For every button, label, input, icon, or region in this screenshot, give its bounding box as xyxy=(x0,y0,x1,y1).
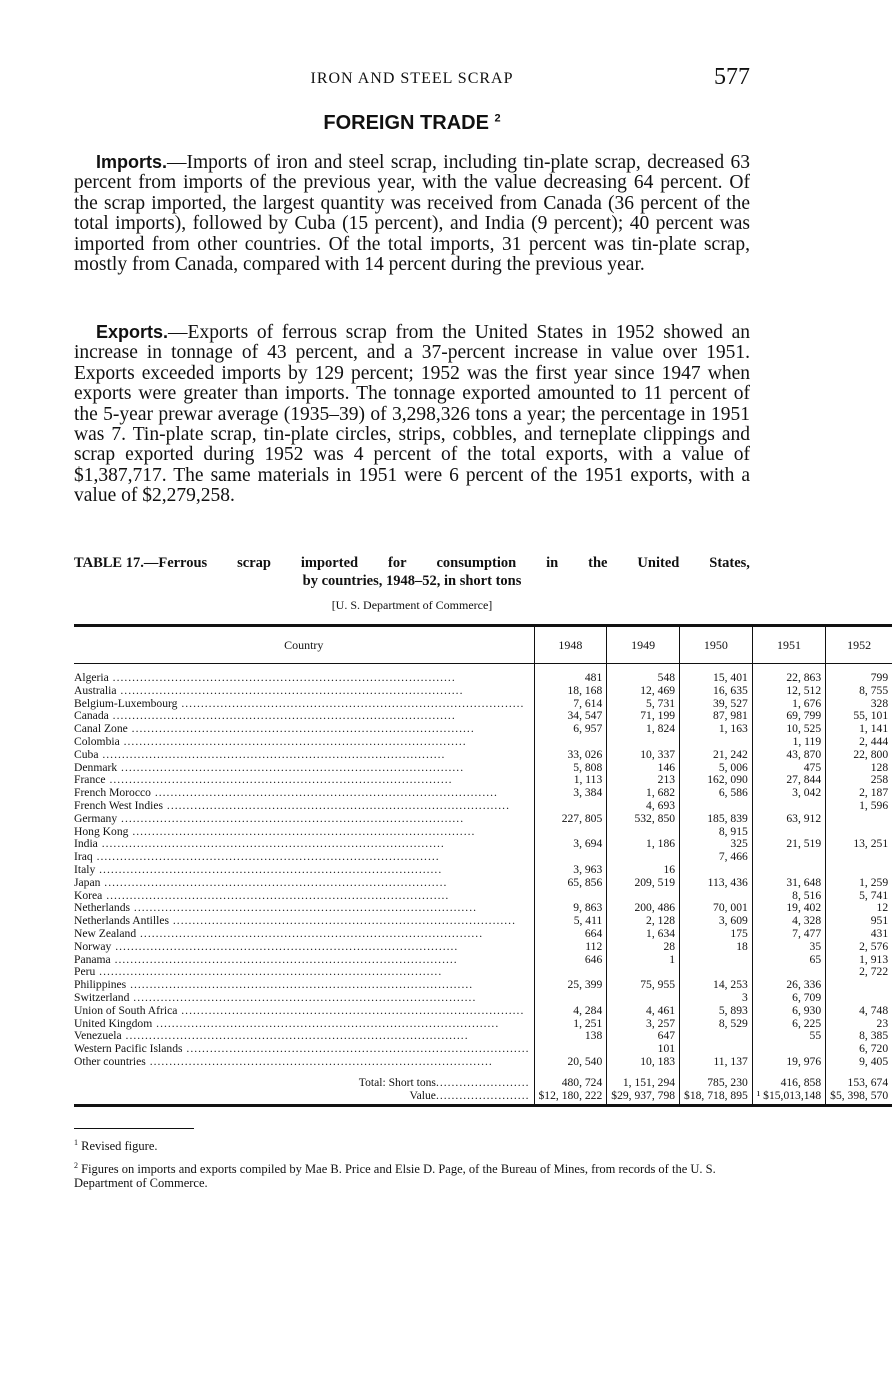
total-value-cell: 785, 230 xyxy=(680,1077,753,1090)
total-value-cell: ¹ $15,013,148 xyxy=(752,1090,825,1106)
value-cell: 10, 525 xyxy=(752,723,825,736)
value-cell: 2, 128 xyxy=(607,915,680,928)
caption-word: United xyxy=(637,555,680,571)
country-cell: Korea ..... xyxy=(74,890,534,903)
column-header: 1948 xyxy=(534,626,607,664)
value-cell: 87, 981 xyxy=(680,710,753,723)
value-cell: 6, 709 xyxy=(752,992,825,1005)
column-header: 1950 xyxy=(680,626,753,664)
total-label: Total: Short tons xyxy=(358,1075,436,1089)
value-cell: 1, 676 xyxy=(752,698,825,711)
total-value-cell: $5, 398, 570 xyxy=(826,1090,892,1106)
exports-lead: Exports. xyxy=(96,322,169,342)
value-cell: 43, 870 xyxy=(752,749,825,762)
table-row xyxy=(74,1056,892,1069)
value-cell: 33, 026 xyxy=(534,749,607,762)
total-value-cell: 1, 151, 294 xyxy=(607,1077,680,1090)
table-row xyxy=(74,979,892,992)
footnote-2-text: Figures on imports and exports compiled by Mae B. Price and Elsie D. Page, of the Bureau of Mines, from records of the U. S. Department of Commerce. xyxy=(74,1162,716,1191)
value-cell: 951 xyxy=(826,915,892,928)
total-value-cell: $29, 937, 798 xyxy=(607,1090,680,1106)
value-cell: 13, 251 xyxy=(826,838,892,851)
value-cell xyxy=(826,992,892,1005)
value-cell: 328 xyxy=(826,698,892,711)
value-cell: 185, 839 xyxy=(680,813,753,826)
table-source: [U. S. Department of Commerce] xyxy=(331,598,493,612)
table-row xyxy=(74,1005,892,1018)
value-cell: 1, 596 xyxy=(826,800,892,813)
running-title: IRON AND STEEL SCRAP xyxy=(310,70,514,87)
value-cell xyxy=(607,992,680,1005)
value-cell: 63, 912 xyxy=(752,813,825,826)
country-cell: Iraq ..... xyxy=(74,851,534,864)
value-cell: 6, 720 xyxy=(826,1043,892,1056)
value-cell xyxy=(752,800,825,813)
value-cell: 26, 336 xyxy=(752,979,825,992)
value-cell: 65 xyxy=(752,954,825,967)
value-cell: 146 xyxy=(607,762,680,775)
value-cell: 1, 634 xyxy=(607,928,680,941)
table-row xyxy=(74,685,892,698)
table-row xyxy=(74,736,892,749)
value-cell: 12, 512 xyxy=(752,685,825,698)
value-cell: 15, 401 xyxy=(680,672,753,685)
value-cell: 646 xyxy=(534,954,607,967)
table-row xyxy=(74,749,892,762)
value-cell xyxy=(607,736,680,749)
value-cell: 8, 915 xyxy=(680,826,753,839)
table-header-row xyxy=(74,626,892,664)
value-cell: 9, 405 xyxy=(826,1056,892,1069)
value-cell: 4, 328 xyxy=(752,915,825,928)
value-cell: 18 xyxy=(680,941,753,954)
column-header: 1952 xyxy=(826,626,892,664)
value-cell: 6, 930 xyxy=(752,1005,825,1018)
value-cell: 16 xyxy=(607,864,680,877)
value-cell: 664 xyxy=(534,928,607,941)
country-cell: New Zealand ..... xyxy=(74,928,534,941)
country-cell: Venezuela ..... xyxy=(74,1030,534,1043)
value-cell: 69, 799 xyxy=(752,710,825,723)
value-cell xyxy=(752,864,825,877)
value-cell: 55, 101 xyxy=(826,710,892,723)
value-cell: 5, 006 xyxy=(680,762,753,775)
value-cell: 55 xyxy=(752,1030,825,1043)
value-cell xyxy=(826,813,892,826)
value-cell: 213 xyxy=(607,774,680,787)
country-cell: Algeria ..... xyxy=(74,672,534,685)
value-cell xyxy=(680,1030,753,1043)
running-head xyxy=(74,64,750,92)
value-cell: 1, 824 xyxy=(607,723,680,736)
value-cell: 3, 257 xyxy=(607,1018,680,1031)
country-cell: Peru ..... xyxy=(74,966,534,979)
value-cell: 23 xyxy=(826,1018,892,1031)
value-cell: 71, 199 xyxy=(607,710,680,723)
value-cell xyxy=(534,1043,607,1056)
footnote-rule xyxy=(74,1128,194,1129)
value-cell: 200, 486 xyxy=(607,902,680,915)
country-cell: Philippines ..... xyxy=(74,979,534,992)
total-value-cell: 153, 674 xyxy=(826,1077,892,1090)
footnote-1-text: Revised figure. xyxy=(81,1139,158,1154)
table-body xyxy=(74,664,892,1106)
caption-word: the xyxy=(588,555,608,571)
section-title xyxy=(74,112,750,135)
value-cell xyxy=(534,800,607,813)
value-cell: 70, 001 xyxy=(680,902,753,915)
value-cell xyxy=(752,851,825,864)
column-header: 1949 xyxy=(607,626,680,664)
value-cell xyxy=(534,992,607,1005)
value-cell: 8, 755 xyxy=(826,685,892,698)
value-cell: 7, 614 xyxy=(534,698,607,711)
value-cell xyxy=(826,851,892,864)
value-cell: 27, 844 xyxy=(752,774,825,787)
value-cell: 21, 242 xyxy=(680,749,753,762)
caption-word: in xyxy=(546,555,559,571)
caption-word: consumption xyxy=(436,555,517,571)
value-cell: 532, 850 xyxy=(607,813,680,826)
value-cell: 1, 913 xyxy=(826,954,892,967)
value-cell: 175 xyxy=(680,928,753,941)
value-cell: 75, 955 xyxy=(607,979,680,992)
value-cell: 9, 863 xyxy=(534,902,607,915)
value-cell xyxy=(680,800,753,813)
value-cell: 65, 856 xyxy=(534,877,607,890)
page-number: 577 xyxy=(714,64,750,90)
table-caption xyxy=(74,554,750,590)
value-cell: 5, 808 xyxy=(534,762,607,775)
value-cell: 1, 186 xyxy=(607,838,680,851)
footnotes xyxy=(74,1136,750,1196)
table-caption-line2: by countries, 1948–52, in short tons xyxy=(302,573,522,589)
value-cell: 475 xyxy=(752,762,825,775)
total-row xyxy=(74,1090,892,1106)
value-cell: 25, 399 xyxy=(534,979,607,992)
value-cell: 1, 251 xyxy=(534,1018,607,1031)
value-cell: 5, 731 xyxy=(607,698,680,711)
country-cell: French Morocco ..... xyxy=(74,787,534,800)
value-cell: 21, 519 xyxy=(752,838,825,851)
value-cell: 1 xyxy=(607,954,680,967)
value-cell: 7, 466 xyxy=(680,851,753,864)
value-cell: 548 xyxy=(607,672,680,685)
value-cell: 11, 137 xyxy=(680,1056,753,1069)
country-cell: India ..... xyxy=(74,838,534,851)
country-cell: French West Indies ..... xyxy=(74,800,534,813)
table-row xyxy=(74,877,892,890)
value-cell: 138 xyxy=(534,1030,607,1043)
value-cell: 325 xyxy=(680,838,753,851)
imports-text: —Imports of iron and steel scrap, including tin-plate scrap, decreased 63 percent from imports of the previous year, with the value decreasing 64 percent. Of the scrap imported, the largest quantity was received from Canada (36 percent of the total imports), followed by Cuba (15 percent), and India (9 percent); 40 percent was imported from other countries. Of the total imports, 31 percent was tin-plate scrap, mostly from Canada, compared with 14 percent during the previous year. xyxy=(74,152,750,276)
value-cell: 8, 516 xyxy=(752,890,825,903)
value-cell: 227, 805 xyxy=(534,813,607,826)
value-cell: 3, 042 xyxy=(752,787,825,800)
country-cell: France ..... xyxy=(74,774,534,787)
value-cell: 2, 187 xyxy=(826,787,892,800)
caption-word: States, xyxy=(709,555,750,571)
value-cell: 113, 436 xyxy=(680,877,753,890)
value-cell: 19, 402 xyxy=(752,902,825,915)
value-cell: 647 xyxy=(607,1030,680,1043)
value-cell: 4, 748 xyxy=(826,1005,892,1018)
footnote-2-marker: 2 xyxy=(74,1161,78,1171)
value-cell: 1, 259 xyxy=(826,877,892,890)
table-row xyxy=(74,672,892,685)
section-footnote-marker: 2 xyxy=(494,112,501,125)
value-cell xyxy=(826,864,892,877)
value-cell: 4, 693 xyxy=(607,800,680,813)
value-cell: 31, 648 xyxy=(752,877,825,890)
total-value-cell: $18, 718, 895 xyxy=(680,1090,753,1106)
value-cell: 799 xyxy=(826,672,892,685)
caption-word: imported xyxy=(300,555,359,571)
value-cell: 3, 963 xyxy=(534,864,607,877)
table-row xyxy=(74,992,892,1005)
country-cell: Cuba ..... xyxy=(74,749,534,762)
total-value-cell: $12, 180, 222 xyxy=(534,1090,607,1106)
value-cell xyxy=(752,1043,825,1056)
value-cell: 28 xyxy=(607,941,680,954)
value-cell xyxy=(826,979,892,992)
total-label-cell xyxy=(74,1090,534,1106)
imports-lead: Imports. xyxy=(96,152,168,172)
value-cell: 5, 411 xyxy=(534,915,607,928)
value-cell: 162, 090 xyxy=(680,774,753,787)
value-cell: 112 xyxy=(534,941,607,954)
value-cell: 4, 461 xyxy=(607,1005,680,1018)
value-cell: 34, 547 xyxy=(534,710,607,723)
value-cell xyxy=(680,1043,753,1056)
country-cell: Netherlands ..... xyxy=(74,902,534,915)
country-cell: Germany ..... xyxy=(74,813,534,826)
value-cell: 35 xyxy=(752,941,825,954)
value-cell: 3, 694 xyxy=(534,838,607,851)
value-cell: 6, 225 xyxy=(752,1018,825,1031)
value-cell: 4, 284 xyxy=(534,1005,607,1018)
table-caption-line1 xyxy=(74,554,750,572)
value-cell: 6, 957 xyxy=(534,723,607,736)
value-cell: 3, 609 xyxy=(680,915,753,928)
country-cell: Western Pacific Islands ..... xyxy=(74,1043,534,1056)
value-cell: 3 xyxy=(680,992,753,1005)
value-cell: 12 xyxy=(826,902,892,915)
total-label: Value xyxy=(409,1088,436,1102)
value-cell xyxy=(680,864,753,877)
value-cell: 5, 893 xyxy=(680,1005,753,1018)
country-cell: Norway ..... xyxy=(74,941,534,954)
value-cell: 6, 586 xyxy=(680,787,753,800)
column-header: Country xyxy=(74,626,534,664)
value-cell: 10, 337 xyxy=(607,749,680,762)
value-cell: 1, 682 xyxy=(607,787,680,800)
value-cell: 16, 635 xyxy=(680,685,753,698)
value-cell: 8, 529 xyxy=(680,1018,753,1031)
value-cell xyxy=(534,736,607,749)
value-cell: 1, 163 xyxy=(680,723,753,736)
table-row xyxy=(74,800,892,813)
imports-table xyxy=(74,624,892,1107)
value-cell: 209, 519 xyxy=(607,877,680,890)
footnote-1 xyxy=(74,1136,750,1153)
exports-paragraph xyxy=(74,322,750,507)
section-title-text: FOREIGN TRADE xyxy=(323,112,489,134)
value-cell: 481 xyxy=(534,672,607,685)
table-row xyxy=(74,864,892,877)
value-cell: 1, 119 xyxy=(752,736,825,749)
value-cell: 431 xyxy=(826,928,892,941)
country-cell: United Kingdom ..... xyxy=(74,1018,534,1031)
table-row xyxy=(74,813,892,826)
total-value-cell: 480, 724 xyxy=(534,1077,607,1090)
table-row xyxy=(74,1043,892,1056)
footnote-2 xyxy=(74,1159,750,1190)
caption-word: scrap xyxy=(237,555,271,571)
country-cell: Italy ..... xyxy=(74,864,534,877)
country-cell: Colombia ..... xyxy=(74,736,534,749)
value-cell: 7, 477 xyxy=(752,928,825,941)
country-cell: Canal Zone ..... xyxy=(74,723,534,736)
table-row xyxy=(74,941,892,954)
country-cell: Belgium-Luxembourg ..... xyxy=(74,698,534,711)
country-cell: Panama ..... xyxy=(74,954,534,967)
country-cell: Other countries ..... xyxy=(74,1056,534,1069)
total-value-cell: 416, 858 xyxy=(752,1077,825,1090)
value-cell: 2, 722 xyxy=(826,966,892,979)
value-cell: 8, 385 xyxy=(826,1030,892,1043)
value-cell: 10, 183 xyxy=(607,1056,680,1069)
column-header: 1951 xyxy=(752,626,825,664)
value-cell: 1, 113 xyxy=(534,774,607,787)
value-cell xyxy=(680,736,753,749)
value-cell: 3, 384 xyxy=(534,787,607,800)
caption-word: TABLE 17.—Ferrous xyxy=(74,555,208,571)
value-cell: 22, 800 xyxy=(826,749,892,762)
caption-word: for xyxy=(388,555,407,571)
value-cell xyxy=(680,954,753,967)
exports-text: —Exports of ferrous scrap from the United States in 1952 showed an increase in tonnage of 43 percent, and a 37-percent increase in value over 1951. Exports exceeded imports by 129 percent; 1952 was the first year since 1947 when exports were greater than imports. The tonnage exported amounted to 11 percent of the 5-year prewar average (1935–39) of 3,298,326 tons a year; the percentage in 1951 was 7. Tin-plate scrap, tin-plate circles, strips, cobbles, and terneplate clippings and scrap exported during 1952 was 4 percent of the total exports, with a value of $1,387,717. The same materials in 1951 were 6 percent of the 1951 exports, with a value of $2,279,258. xyxy=(74,322,750,507)
value-cell: 2, 444 xyxy=(826,736,892,749)
table-row xyxy=(74,928,892,941)
country-cell: Australia ..... xyxy=(74,685,534,698)
value-cell: 19, 976 xyxy=(752,1056,825,1069)
value-cell: 12, 469 xyxy=(607,685,680,698)
value-cell: 128 xyxy=(826,762,892,775)
value-cell: 20, 540 xyxy=(534,1056,607,1069)
country-cell: Hong Kong ..... xyxy=(74,826,534,839)
country-cell: Netherlands Antilles ..... xyxy=(74,915,534,928)
country-cell: Union of South Africa ..... xyxy=(74,1005,534,1018)
footnote-1-marker: 1 xyxy=(74,1138,78,1147)
country-cell: Japan ..... xyxy=(74,877,534,890)
value-cell: 5, 741 xyxy=(826,890,892,903)
country-cell: Canada ..... xyxy=(74,710,534,723)
value-cell: 258 xyxy=(826,774,892,787)
value-cell: 18, 168 xyxy=(534,685,607,698)
value-cell: 14, 253 xyxy=(680,979,753,992)
country-cell: Switzerland ..... xyxy=(74,992,534,1005)
value-cell: 1, 141 xyxy=(826,723,892,736)
value-cell: 22, 863 xyxy=(752,672,825,685)
value-cell: 39, 527 xyxy=(680,698,753,711)
value-cell: 2, 576 xyxy=(826,941,892,954)
value-cell: 101 xyxy=(607,1043,680,1056)
country-cell: Denmark ..... xyxy=(74,762,534,775)
imports-paragraph xyxy=(74,152,750,275)
